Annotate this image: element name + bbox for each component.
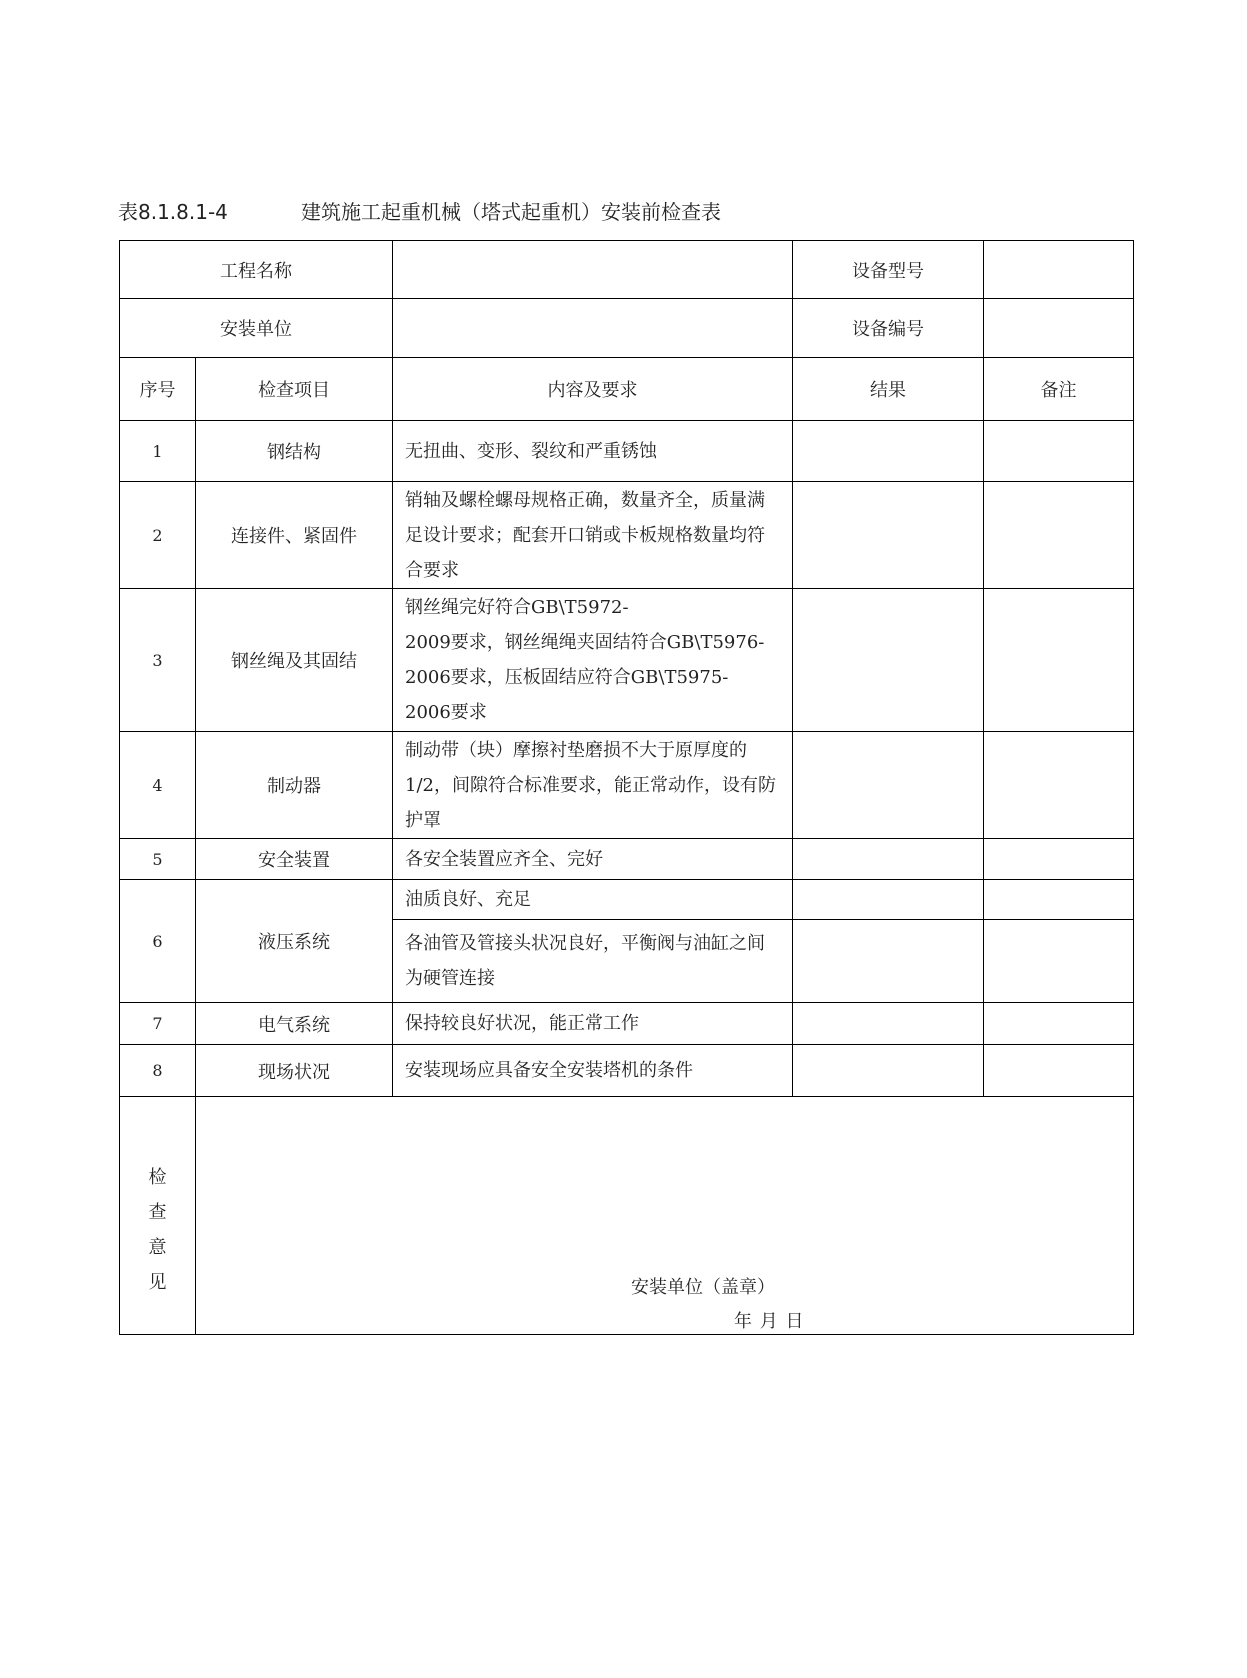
row-content: 各油管及管接头状况良好，平衡阀与油缸之间为硬管连接: [393, 920, 793, 1003]
project-name-label: 工程名称: [120, 241, 393, 299]
row-content-line: 2009要求，钢丝绳绳夹固结符合GB\T5976-: [405, 632, 765, 653]
column-header-row: [120, 358, 1134, 421]
row-seq: 8: [120, 1045, 196, 1097]
row-item: 安全装置: [196, 839, 393, 880]
table-row: [120, 482, 1134, 589]
row-item: 制动器: [196, 732, 393, 839]
row-result-cell[interactable]: [793, 482, 984, 589]
col-seq-header: 序号: [120, 358, 196, 421]
equipment-model-label: 设备型号: [793, 241, 984, 299]
signature-date: 年 月 日: [734, 1311, 805, 1332]
row-seq: 1: [120, 421, 196, 482]
install-unit-label: 安装单位: [120, 299, 393, 358]
equipment-model-field[interactable]: [984, 241, 1134, 299]
table-heading: [118, 196, 721, 225]
row-content: 油质良好、充足: [393, 880, 793, 920]
row-item: 液压系统: [196, 880, 393, 1003]
table-row: [120, 880, 1134, 920]
row-remark-cell[interactable]: [984, 1045, 1134, 1097]
row-remark-cell[interactable]: [984, 920, 1134, 1003]
row-remark-cell[interactable]: [984, 1003, 1134, 1045]
row-remark-cell[interactable]: [984, 589, 1134, 732]
row-seq: 2: [120, 482, 196, 589]
row-result-cell[interactable]: [793, 1045, 984, 1097]
row-result-cell[interactable]: [793, 589, 984, 732]
col-content-header: 内容及要求: [393, 358, 793, 421]
row-seq: 7: [120, 1003, 196, 1045]
row-content-line: 2006要求: [405, 702, 487, 723]
opinion-label-char: 意: [148, 1236, 167, 1258]
table-number: 表8.1.8.1-4: [118, 200, 228, 224]
table-row: [120, 1045, 1134, 1097]
table-row: [120, 589, 1134, 732]
opinion-row: [120, 1097, 1134, 1335]
equipment-number-label: 设备编号: [793, 299, 984, 358]
col-remark-header: 备注: [984, 358, 1134, 421]
document-title: 建筑施工起重机械（塔式起重机）安装前检查表: [301, 200, 721, 224]
row-item: 现场状况: [196, 1045, 393, 1097]
row-seq: 3: [120, 589, 196, 732]
row-remark-cell[interactable]: [984, 839, 1134, 880]
opinion-field[interactable]: [196, 1097, 1134, 1335]
row-content-line: 钢丝绳完好符合GB\T5972-: [405, 597, 629, 618]
row-content: [393, 589, 793, 732]
row-content: 制动带（块）摩擦衬垫磨损不大于原厚度的1/2，间隙符合标准要求，能正常动作，设有防护罩: [393, 732, 793, 839]
install-unit-row: [120, 299, 1134, 358]
row-seq: 4: [120, 732, 196, 839]
row-content: 无扭曲、变形、裂纹和严重锈蚀: [393, 421, 793, 482]
row-remark-cell[interactable]: [984, 482, 1134, 589]
row-remark-cell[interactable]: [984, 880, 1134, 920]
row-result-cell[interactable]: [793, 1003, 984, 1045]
table-row: [120, 421, 1134, 482]
row-item: 钢丝绳及其固结: [196, 589, 393, 732]
col-item-header: 检查项目: [196, 358, 393, 421]
inspection-table: [119, 240, 1134, 1335]
signature-unit: 安装单位（盖章）: [631, 1277, 775, 1298]
row-item: 电气系统: [196, 1003, 393, 1045]
row-result-cell[interactable]: [793, 920, 984, 1003]
row-content: 各安全装置应齐全、完好: [393, 839, 793, 880]
row-result-cell[interactable]: [793, 421, 984, 482]
table-row: [120, 732, 1134, 839]
opinion-label-char: 见: [148, 1271, 167, 1293]
row-remark-cell[interactable]: [984, 421, 1134, 482]
row-result-cell[interactable]: [793, 839, 984, 880]
row-item: 钢结构: [196, 421, 393, 482]
table-row: [120, 1003, 1134, 1045]
row-remark-cell[interactable]: [984, 732, 1134, 839]
project-name-row: [120, 241, 1134, 299]
table-row: [120, 839, 1134, 880]
opinion-label-char: 检: [148, 1166, 167, 1188]
col-result-header: 结果: [793, 358, 984, 421]
row-seq: 6: [120, 880, 196, 1003]
row-content: 安装现场应具备安全安装塔机的条件: [393, 1045, 793, 1097]
row-seq: 5: [120, 839, 196, 880]
install-unit-field[interactable]: [393, 299, 793, 358]
row-result-cell[interactable]: [793, 732, 984, 839]
row-item: 连接件、紧固件: [196, 482, 393, 589]
row-result-cell[interactable]: [793, 880, 984, 920]
opinion-label: [120, 1097, 196, 1335]
row-content-line: 2006要求，压板固结应符合GB\T5975-: [405, 667, 729, 688]
opinion-label-char: 查: [148, 1201, 167, 1223]
row-content: 销轴及螺栓螺母规格正确，数量齐全，质量满足设计要求；配套开口销或卡板规格数量均符合要求: [393, 482, 793, 589]
row-content: 保持较良好状况，能正常工作: [393, 1003, 793, 1045]
project-name-field[interactable]: [393, 241, 793, 299]
equipment-number-field[interactable]: [984, 299, 1134, 358]
